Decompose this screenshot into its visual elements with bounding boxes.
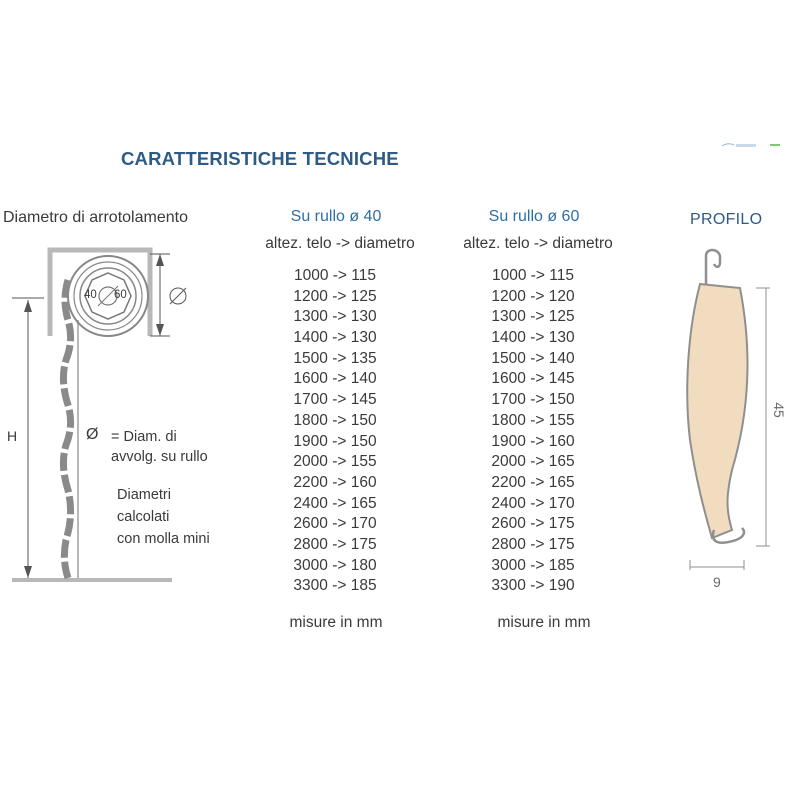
table-row: 1800 -> 155 [491, 411, 575, 429]
floor-line [12, 578, 172, 582]
table40-rows [235, 266, 435, 597]
table-row: 1600 -> 140 [293, 370, 377, 388]
table-row: 1800 -> 150 [293, 411, 377, 429]
table-row: 2600 -> 175 [491, 515, 575, 533]
table-row: 3300 -> 190 [491, 577, 575, 595]
note-line-2: calcolati [117, 509, 170, 525]
table-row: 1600 -> 145 [491, 370, 575, 388]
legend-line-1: = Diam. di [111, 429, 177, 445]
table-row: 1900 -> 150 [293, 432, 377, 450]
table-row: 2400 -> 170 [491, 494, 575, 512]
table-row: 2200 -> 165 [491, 473, 575, 491]
table-row: 2200 -> 160 [293, 473, 377, 491]
table-row: 1500 -> 140 [491, 349, 575, 367]
profile-heading: PROFILO [690, 211, 763, 228]
profile-width-label: 9 [713, 574, 721, 590]
table-row: 3000 -> 180 [293, 556, 377, 574]
table40-footer: misure in mm [289, 614, 383, 631]
table-row: 1000 -> 115 [293, 267, 377, 284]
brand-logo [720, 140, 780, 152]
table-row: 2400 -> 165 [293, 494, 377, 512]
profile-height-label: 45 [770, 402, 787, 418]
table-row: 3300 -> 185 [293, 577, 377, 595]
page-title: CARATTERISTICHE TECNICHE [121, 148, 399, 169]
table-row: 3000 -> 185 [491, 556, 575, 574]
table-row: 1900 -> 160 [491, 432, 575, 450]
table60-heading: Su rullo ø 60 [488, 208, 580, 225]
table-row: 2800 -> 175 [293, 535, 377, 553]
table40-heading: Su rullo ø 40 [290, 208, 382, 225]
table-row: 2000 -> 165 [491, 453, 575, 471]
table-row: 1000 -> 115 [491, 267, 575, 284]
table-row: 2000 -> 155 [293, 453, 377, 471]
table-row: 1300 -> 130 [293, 308, 377, 326]
table-row: 1500 -> 135 [293, 349, 377, 367]
table-row: 1700 -> 150 [491, 391, 575, 409]
table-row: 1400 -> 130 [491, 329, 575, 347]
height-label: H [7, 428, 18, 444]
diameter-symbol-icon: Ø [86, 426, 99, 443]
table-row: 1300 -> 125 [491, 308, 575, 326]
note-line-1: Diametri [117, 487, 171, 503]
note-line-3: con molla mini [117, 531, 210, 547]
table60-subheading: altez. telo -> diametro [463, 235, 613, 252]
table-row: 1700 -> 145 [293, 391, 377, 409]
legend-line-2: avvolg. su rullo [111, 449, 208, 465]
table60-footer: misure in mm [497, 614, 591, 631]
table40-subheading: altez. telo -> diametro [265, 235, 415, 252]
diagram-heading: Diametro di arrotolamento [3, 209, 188, 226]
table-row: 2600 -> 170 [293, 515, 377, 533]
table-row: 1400 -> 130 [293, 329, 377, 347]
table60-rows [433, 266, 633, 597]
profile-body [687, 284, 747, 538]
table-row: 2800 -> 175 [491, 535, 575, 553]
table-row: 1200 -> 125 [293, 287, 377, 305]
table-row: 1200 -> 120 [491, 287, 575, 305]
roller-label-40: 40 [84, 289, 97, 301]
roller-label-60: 60 [114, 289, 127, 301]
